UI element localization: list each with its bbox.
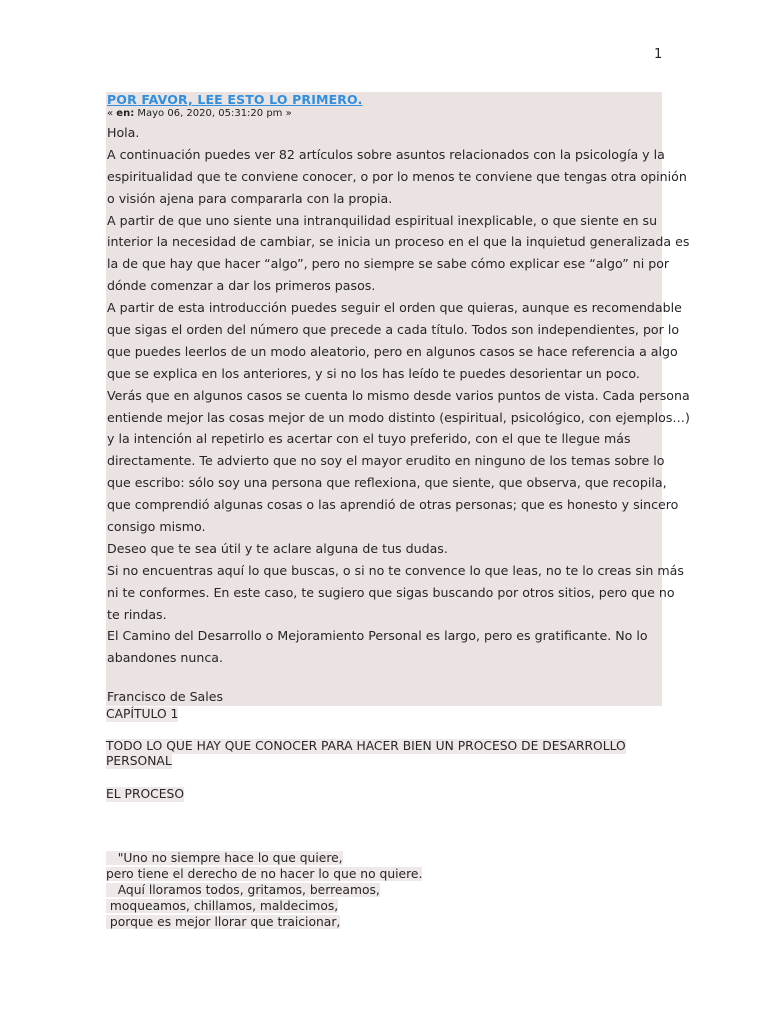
body-line: que sigas el orden del número que precede a cada título. Todos son independientes, por lo [107, 322, 680, 338]
body-line: directamente. Te advierto que no soy el mayor erudito en ninguno de los temas sobre lo [107, 453, 665, 469]
body-line: y la intención al repetirlo es acertar con el tuyo preferido, con el que te llegue más [107, 431, 631, 447]
body-line: espiritualidad que te conviene conocer, o por lo menos te conviene que tengas otra opinión [107, 168, 687, 184]
poem-line: Aquí lloramos todos, gritamos, berreamos, [106, 883, 380, 897]
poem-line: pero tiene el derecho de no hacer lo que no quiere. [106, 867, 423, 881]
body-line: dónde comenzar a dar los primeros pasos. [107, 278, 376, 294]
post-title-link[interactable]: POR FAVOR, LEE ESTO LO PRIMERO. [107, 92, 363, 107]
poem-line: "Uno no siempre hace lo que quiere, [106, 851, 343, 865]
body-line: Verás que en algunos casos se cuenta lo mismo desde varios puntos de vista. Cada persona [107, 387, 690, 403]
body-line: te rindas. [107, 606, 167, 622]
body-line: Deseo que te sea útil y te aclare alguna de tus dudas. [107, 540, 448, 556]
body-line: consigo mismo. [107, 519, 206, 535]
post-body [107, 122, 690, 669]
body-line: ni te conformes. En este caso, te sugiero que sigas buscando por otros sitios, pero que no [107, 584, 675, 600]
body-line: la de que hay que hacer “algo”, pero no siempre se sabe cómo explicar ese “algo” ni por [107, 256, 670, 272]
body-line: Si no encuentras aquí lo que buscas, o si no te convence lo que leas, no te lo creas sin más [107, 562, 684, 578]
meta-open-quote: « [107, 108, 117, 119]
body-line: El Camino del Desarrollo o Mejoramiento Personal es largo, pero es gratificante. No lo [107, 628, 648, 644]
post-date: Mayo 06, 2020, 05:31:20 pm » [134, 108, 292, 119]
body-line: interior la necesidad de cambiar, se inicia un proceso en el que la inquietud generalizada es [107, 234, 690, 250]
body-line: que puedes leerlos de un modo aleatorio, pero en algunos casos se hace referencia a algo [107, 343, 678, 359]
post-meta [107, 108, 292, 119]
chapter-heading-line1: TODO LO QUE HAY QUE CONOCER PARA HACER BIEN UN PROCESO DE DESARROLLO [106, 739, 626, 753]
body-line: A partir de que uno siente una intranquilidad espiritual inexplicable, o que siente en su [107, 212, 658, 228]
chapter-label: CAPÍTULO 1 [106, 707, 179, 721]
body-line: A partir de esta introducción puedes seguir el orden que quieras, aunque es recomendable [107, 300, 682, 316]
poem-line: porque es mejor llorar que traicionar, [106, 915, 341, 929]
body-line: o visión ajena para compararla con la propia. [107, 190, 393, 206]
meta-label: en: [116, 108, 135, 119]
poem-line: moqueamos, chillamos, maldecimos, [106, 899, 339, 913]
body-line: abandones nunca. [107, 650, 223, 666]
body-line: A continuación puedes ver 82 artículos sobre asuntos relacionados con la psicología y la [107, 146, 665, 162]
signature: Francisco de Sales [107, 689, 224, 704]
poem-excerpt [106, 850, 422, 930]
section-title: EL PROCESO [106, 787, 185, 801]
body-line: entiende mejor las cosas mejor de un modo distinto (espiritual, psicológico, con ejemplos…) [107, 409, 690, 425]
page-number: 1 [654, 47, 663, 62]
body-line: que comprendió algunas cosas o las aprendió de otras personas; que es honesto y sincero [107, 497, 679, 513]
body-line: que escribo: sólo soy una persona que reflexiona, que siente, que observa, que recopila, [107, 475, 667, 491]
chapter-heading-line2: PERSONAL [106, 754, 172, 768]
body-line: que se explica en los anteriores, y si no los has leído te puedes desorientar un poco. [107, 365, 640, 381]
body-line: Hola. [107, 125, 140, 140]
